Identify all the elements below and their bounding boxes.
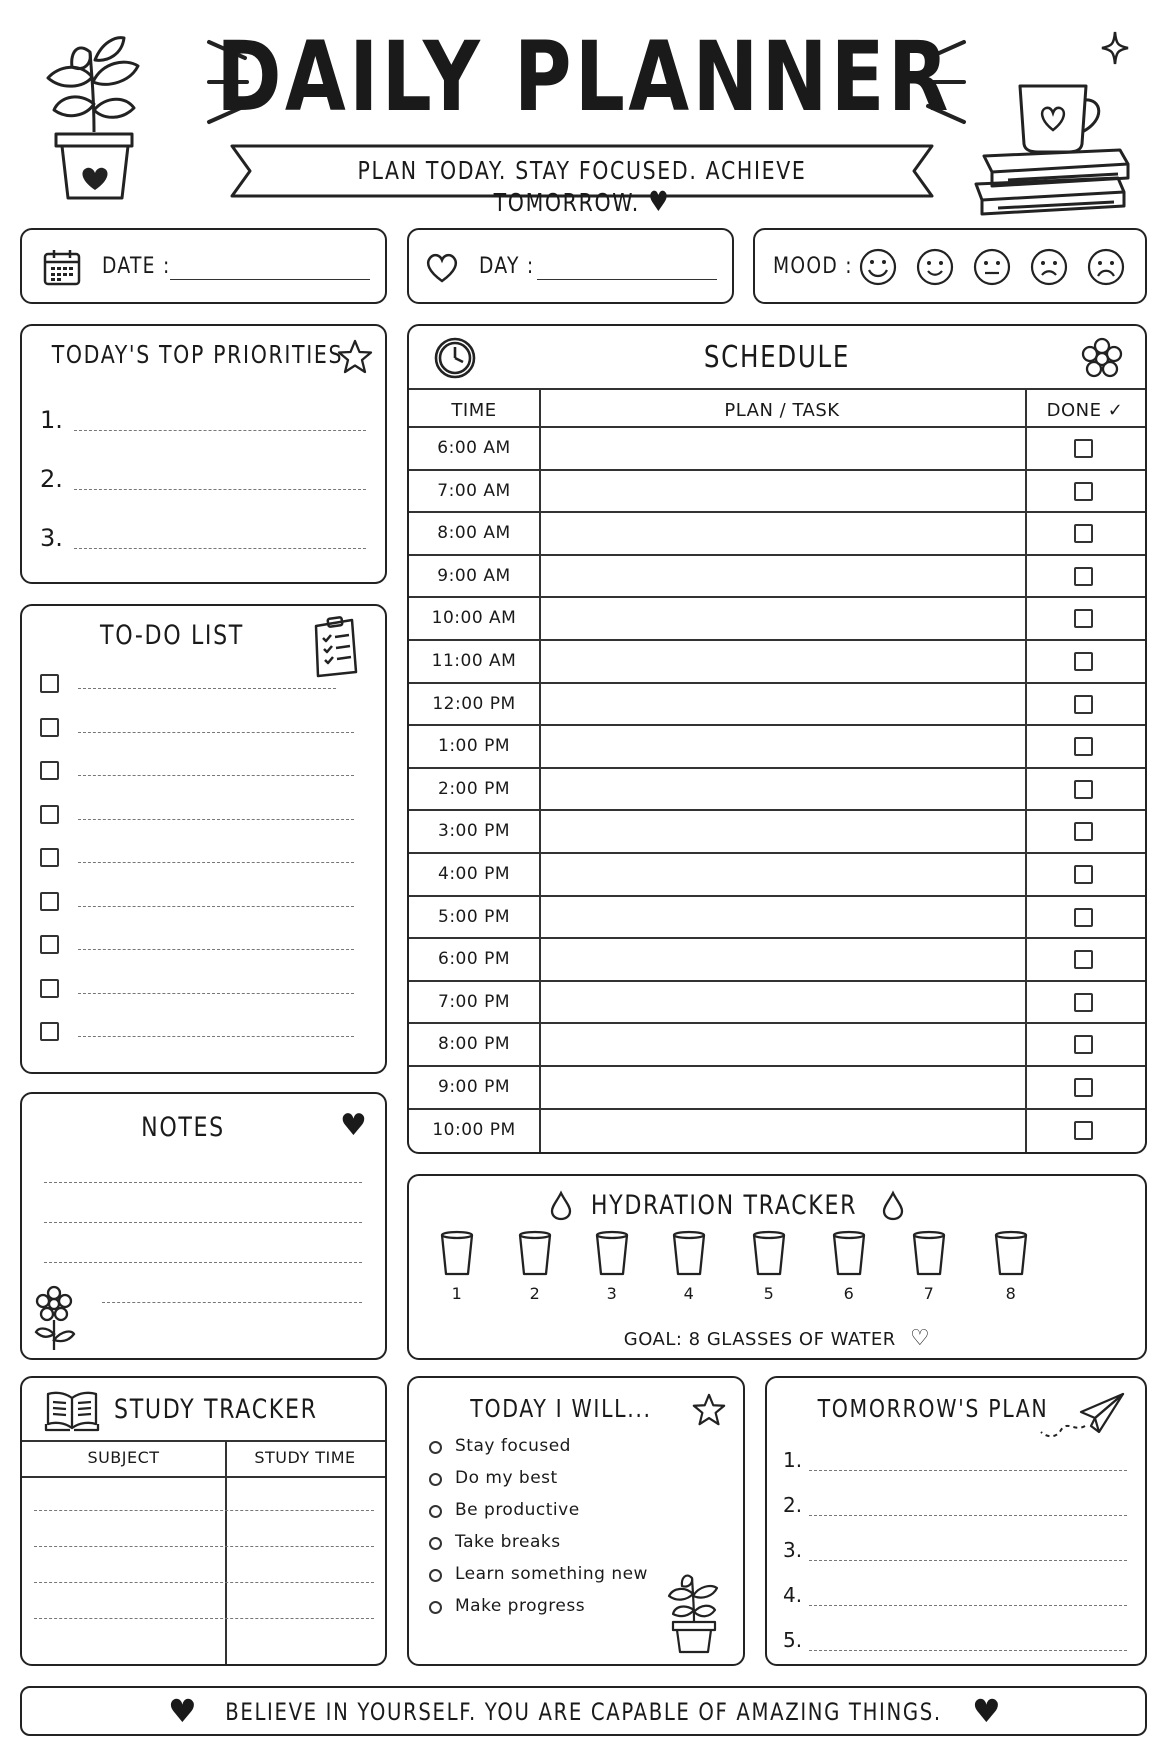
study-row-line-4[interactable]: [34, 1618, 374, 1619]
schedule-time: 2:00 PM: [438, 778, 510, 799]
tomorrow-box: [765, 1376, 1147, 1666]
todo-title: TO-DO LIST: [100, 620, 244, 651]
heart-icon: ♥: [972, 1692, 1001, 1730]
priority-number-3: 3.: [40, 524, 63, 552]
study-row-line-3[interactable]: [34, 1582, 374, 1583]
book-icon: [44, 1390, 100, 1432]
todo-line[interactable]: [78, 688, 336, 689]
schedule-task-cell[interactable]: [541, 897, 1023, 937]
hydration-goal: [409, 1326, 1145, 1351]
priorities-box: [20, 324, 387, 584]
hydration-goal-text: GOAL: 8 GLASSES OF WATER: [623, 1329, 896, 1350]
schedule-row: [409, 682, 1145, 725]
priority-number-2: 2.: [40, 465, 63, 493]
tomorrow-line[interactable]: [809, 1470, 1127, 1471]
schedule-task-cell[interactable]: [541, 684, 1023, 724]
goal-text: Learn something new: [455, 1564, 648, 1584]
goal-text: Do my best: [455, 1468, 558, 1488]
water-glass-icon[interactable]: [594, 1230, 630, 1278]
schedule-done-checkbox[interactable]: [1074, 1121, 1093, 1140]
study-time-header: STUDY TIME: [254, 1448, 356, 1467]
tomorrow-number: 4.: [783, 1583, 803, 1607]
schedule-time: 10:00 AM: [431, 608, 517, 629]
todo-checkbox[interactable]: [40, 1022, 59, 1041]
water-drop-icon: [881, 1190, 905, 1222]
schedule-done-checkbox[interactable]: [1074, 908, 1093, 927]
schedule-row: [409, 937, 1145, 980]
water-glass-number: 1: [451, 1284, 463, 1303]
schedule-done-checkbox[interactable]: [1074, 950, 1093, 969]
schedule-row: [409, 1065, 1145, 1108]
very-sad-face-icon[interactable]: [1087, 248, 1125, 286]
notes-box: [20, 1092, 387, 1360]
schedule-done-checkbox[interactable]: [1074, 865, 1093, 884]
tomorrow-line[interactable]: [809, 1560, 1127, 1561]
heart-outline-icon: [425, 252, 459, 284]
schedule-task-cell[interactable]: [541, 854, 1023, 894]
clock-icon: [433, 336, 477, 380]
schedule-time: 11:00 AM: [431, 651, 517, 671]
schedule-done-checkbox[interactable]: [1074, 822, 1093, 841]
flower-outline-icon: [1079, 336, 1125, 382]
tomorrow-title: TOMORROW'S PLAN: [817, 1394, 1049, 1423]
clipboard-icon: [308, 616, 360, 678]
schedule-done-checkbox[interactable]: [1074, 737, 1093, 756]
schedule-done-checkbox[interactable]: [1074, 567, 1093, 586]
priority-line-1[interactable]: [74, 430, 366, 431]
water-glass-icon[interactable]: [439, 1230, 475, 1278]
water-glass-number: 8: [1005, 1284, 1017, 1303]
footer-banner: [20, 1686, 1147, 1736]
paper-plane-icon: [1037, 1390, 1127, 1446]
schedule-row: [409, 596, 1145, 639]
water-glass-icon[interactable]: [831, 1230, 867, 1278]
todo-checkbox[interactable]: [40, 674, 59, 693]
star-icon: [336, 338, 374, 376]
notes-line-3[interactable]: [44, 1262, 362, 1263]
todo-line[interactable]: [78, 775, 354, 776]
schedule-task-header: PLAN / TASK: [724, 400, 840, 421]
notes-title: NOTES: [141, 1112, 225, 1143]
goal-radio[interactable]: [429, 1537, 442, 1550]
schedule-done-checkbox[interactable]: [1074, 482, 1093, 501]
tagline-label: PLAN TODAY. STAY FOCUSED. ACHIEVE TOMORROW.: [357, 156, 807, 217]
study-subject-header: SUBJECT: [87, 1448, 160, 1467]
schedule-time: 6:00 PM: [438, 949, 510, 970]
hydration-title: HYDRATION TRACKER: [590, 1190, 858, 1221]
todo-checkbox[interactable]: [40, 979, 59, 998]
todo-line[interactable]: [78, 819, 354, 820]
schedule-time: 8:00 PM: [438, 1034, 510, 1055]
goal-text: Be productive: [455, 1500, 580, 1520]
tomorrow-line[interactable]: [809, 1515, 1127, 1516]
study-header-bottom-line: [22, 1476, 385, 1478]
schedule-row: [409, 511, 1145, 554]
tomorrow-number: 3.: [783, 1538, 803, 1562]
priority-line-2[interactable]: [74, 489, 366, 490]
study-row-line-1[interactable]: [34, 1510, 374, 1511]
schedule-task-cell[interactable]: [541, 641, 1023, 681]
goal-text: Make progress: [455, 1596, 586, 1616]
schedule-header-line: [409, 388, 1145, 390]
schedule-done-header: DONE ✓: [1046, 400, 1124, 421]
schedule-task-cell[interactable]: [541, 513, 1023, 553]
todo-line[interactable]: [78, 906, 354, 907]
todo-checkbox[interactable]: [40, 892, 59, 911]
schedule-row: [409, 469, 1145, 512]
heart-icon: ♥: [340, 1108, 367, 1143]
mood-label: MOOD :: [773, 254, 853, 279]
flower-icon: [32, 1284, 82, 1354]
today-will-title: TODAY I WILL...: [470, 1394, 652, 1423]
water-glass-number: 3: [606, 1284, 618, 1303]
potted-plant-icon: [665, 1566, 723, 1656]
schedule-done-checkbox[interactable]: [1074, 780, 1093, 799]
study-title: STUDY TRACKER: [114, 1394, 318, 1425]
goal-radio[interactable]: [429, 1473, 442, 1486]
priority-line-3[interactable]: [74, 548, 366, 549]
tagline-text: [292, 156, 873, 218]
schedule-title: SCHEDULE: [703, 340, 851, 375]
water-glass-icon[interactable]: [671, 1230, 707, 1278]
date-label: DATE :: [102, 254, 171, 279]
todo-checkbox[interactable]: [40, 718, 59, 737]
schedule-done-checkbox[interactable]: [1074, 439, 1093, 458]
water-glass-number: 4: [683, 1284, 695, 1303]
schedule-row: [409, 724, 1145, 767]
schedule-row: [409, 639, 1145, 682]
todo-checkbox[interactable]: [40, 935, 59, 954]
footer-quote: BELIEVE IN YOURSELF. YOU ARE CAPABLE OF AMAZING THINGS.: [225, 1698, 942, 1726]
schedule-task-cell[interactable]: [541, 811, 1023, 851]
schedule-task-cell[interactable]: [541, 1024, 1023, 1064]
water-glass-icon[interactable]: [993, 1230, 1029, 1278]
schedule-task-cell[interactable]: [541, 556, 1023, 596]
study-column-divider: [225, 1440, 227, 1664]
study-row-line-2[interactable]: [34, 1546, 374, 1547]
schedule-done-checkbox[interactable]: [1074, 524, 1093, 543]
todo-line[interactable]: [78, 949, 354, 950]
water-glass-number: 6: [843, 1284, 855, 1303]
water-glass-number: 5: [763, 1284, 775, 1303]
heart-icon: ♥: [648, 185, 671, 218]
hydration-box: [407, 1174, 1147, 1360]
today-will-box: [407, 1376, 745, 1666]
schedule-done-checkbox[interactable]: [1074, 652, 1093, 671]
notes-line-4[interactable]: [102, 1302, 362, 1303]
todo-checkbox[interactable]: [40, 761, 59, 780]
notes-line-1[interactable]: [44, 1182, 362, 1183]
schedule-time: 12:00 PM: [432, 693, 516, 714]
todo-line[interactable]: [78, 993, 354, 994]
date-box: [20, 228, 387, 304]
tomorrow-number: 5.: [783, 1628, 803, 1652]
todo-line[interactable]: [78, 732, 354, 733]
schedule-row: [409, 1108, 1145, 1151]
tomorrow-line[interactable]: [809, 1650, 1127, 1651]
schedule-time-header: TIME: [451, 400, 497, 421]
priority-number-1: 1.: [40, 406, 63, 434]
schedule-row: [409, 852, 1145, 895]
schedule-done-checkbox[interactable]: [1074, 695, 1093, 714]
goal-text: Take breaks: [455, 1532, 561, 1552]
page-title: DAILY PLANNER: [216, 21, 952, 133]
schedule-time: 8:00 AM: [437, 523, 511, 544]
water-glass-number: 7: [923, 1284, 935, 1303]
todo-box: [20, 604, 387, 1074]
schedule-done-checkbox[interactable]: [1074, 993, 1093, 1012]
schedule-task-cell[interactable]: [541, 471, 1023, 511]
schedule-row: [409, 809, 1145, 852]
tomorrow-line[interactable]: [809, 1605, 1127, 1606]
coffee-and-books-icon: [968, 80, 1140, 220]
schedule-row: [409, 554, 1145, 597]
todo-checkbox[interactable]: [40, 848, 59, 867]
schedule-time: 5:00 PM: [438, 906, 510, 927]
calendar-icon: [42, 248, 82, 288]
day-label: DAY :: [479, 254, 535, 279]
schedule-time: 6:00 AM: [437, 438, 511, 458]
todo-line[interactable]: [78, 1036, 354, 1037]
schedule-done-checkbox[interactable]: [1074, 1078, 1093, 1097]
schedule-time: 9:00 AM: [437, 565, 511, 586]
notes-line-2[interactable]: [44, 1222, 362, 1223]
water-glass-icon[interactable]: [751, 1230, 787, 1278]
water-glass-number: 2: [529, 1284, 541, 1303]
day-field[interactable]: [537, 279, 717, 280]
tomorrow-number: 2.: [783, 1493, 803, 1517]
schedule-time: 7:00 AM: [437, 480, 511, 501]
schedule-task-cell[interactable]: [541, 1067, 1023, 1107]
schedule-row: [409, 426, 1145, 469]
schedule-row: [409, 767, 1145, 810]
schedule-time: 4:00 PM: [438, 864, 510, 884]
date-field[interactable]: [170, 279, 370, 280]
study-box: [20, 1376, 387, 1666]
schedule-task-cell[interactable]: [541, 769, 1023, 809]
schedule-time: 10:00 PM: [432, 1119, 516, 1140]
heart-outline-icon: ♡: [910, 1326, 931, 1351]
tomorrow-number: 1.: [783, 1448, 803, 1472]
schedule-task-cell[interactable]: [541, 726, 1023, 766]
todo-checkbox[interactable]: [40, 805, 59, 824]
schedule-time: 7:00 PM: [438, 991, 510, 1012]
sad-face-icon[interactable]: [1030, 248, 1068, 286]
tagline-banner: [228, 142, 936, 218]
goal-radio[interactable]: [429, 1601, 442, 1614]
star-icon: [691, 1392, 727, 1428]
schedule-done-checkbox[interactable]: [1074, 1035, 1093, 1054]
schedule-time: 3:00 PM: [438, 821, 510, 842]
neutral-face-icon[interactable]: [973, 248, 1011, 286]
goal-radio[interactable]: [429, 1441, 442, 1454]
sparkle-icon: [1100, 30, 1130, 66]
schedule-done-checkbox[interactable]: [1074, 609, 1093, 628]
schedule-row: [409, 895, 1145, 938]
schedule-time: 9:00 PM: [438, 1077, 510, 1097]
water-glass-icon[interactable]: [911, 1230, 947, 1278]
goal-text: Stay focused: [455, 1436, 571, 1456]
schedule-task-cell[interactable]: [541, 428, 1023, 468]
study-header-top-line: [22, 1440, 385, 1442]
heart-icon: ♥: [168, 1692, 197, 1730]
schedule-task-cell[interactable]: [541, 939, 1023, 979]
schedule-task-cell[interactable]: [541, 1110, 1023, 1150]
schedule-time: 1:00 PM: [438, 736, 510, 757]
day-box: [407, 228, 734, 304]
goal-radio[interactable]: [429, 1505, 442, 1518]
happy-face-icon[interactable]: [916, 248, 954, 286]
water-glass-icon[interactable]: [517, 1230, 553, 1278]
schedule-row: [409, 980, 1145, 1023]
schedule-row: [409, 1022, 1145, 1065]
very-happy-face-icon[interactable]: [859, 248, 897, 286]
schedule-task-cell[interactable]: [541, 982, 1023, 1022]
mood-box: [753, 228, 1147, 304]
priorities-title: TODAY'S TOP PRIORITIES: [51, 340, 344, 369]
schedule-task-cell[interactable]: [541, 598, 1023, 638]
todo-line[interactable]: [78, 862, 354, 863]
goal-radio[interactable]: [429, 1569, 442, 1582]
